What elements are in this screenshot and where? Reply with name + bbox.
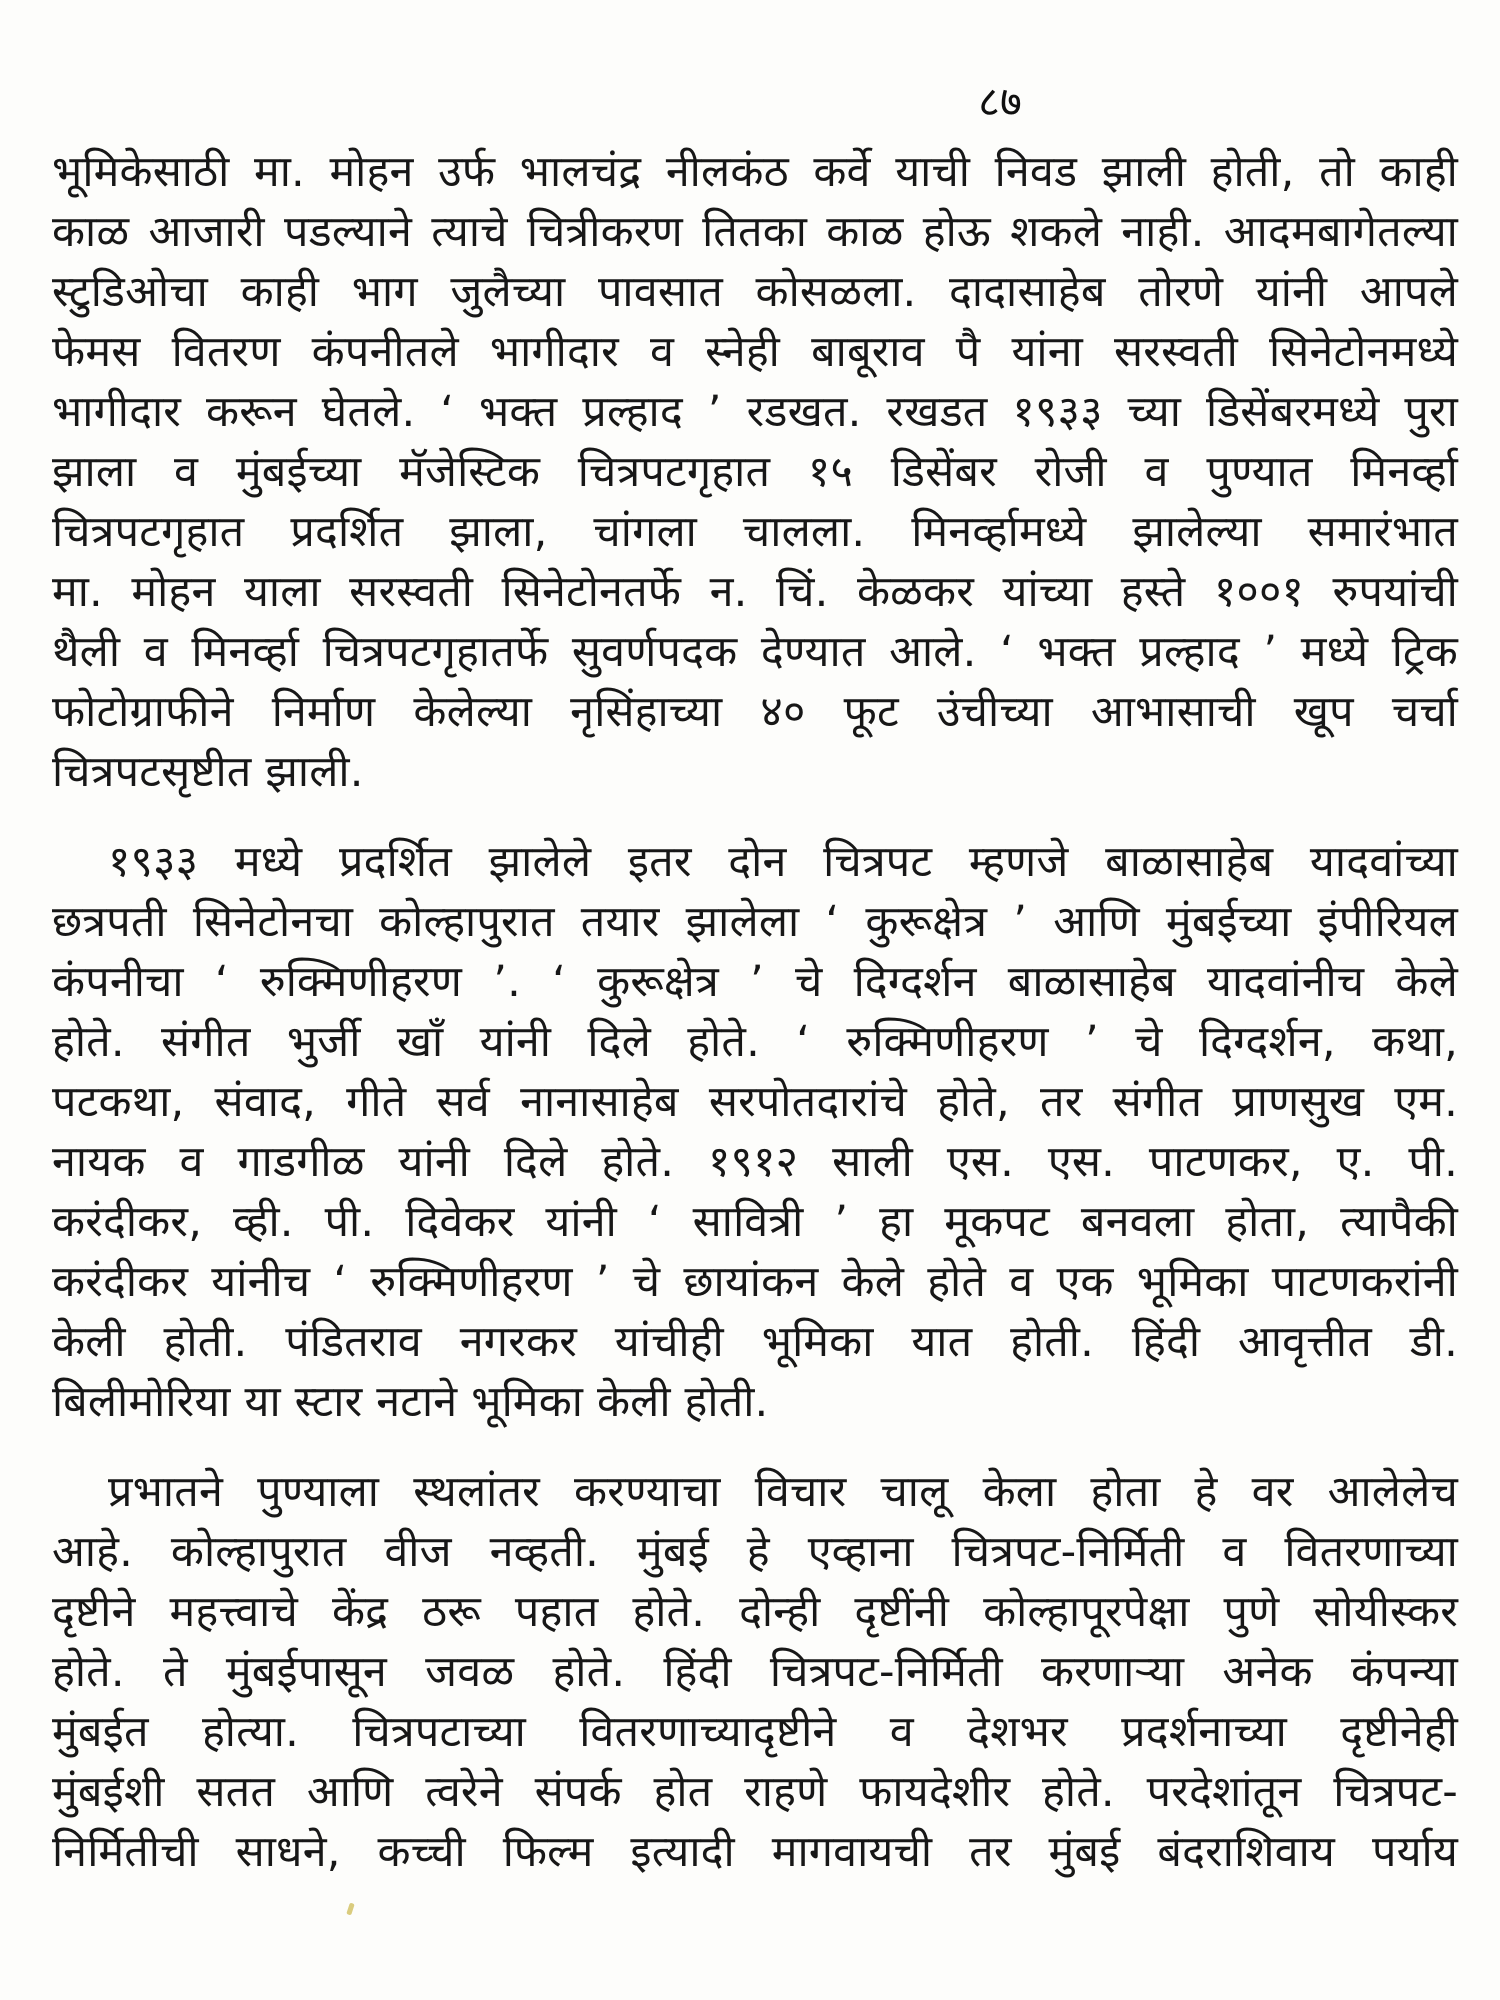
text-line: मा. मोहन याला सरस्वती सिनेटोनतर्फे न. चिं. केळकर यांच्या हस्ते १००१ रुपयांची bbox=[52, 567, 1458, 617]
text-line: चित्रपटसृष्टीत झाली. bbox=[52, 747, 364, 797]
text-line: मुंबईत होत्या. चित्रपटाच्या वितरणाच्यादृष्टीने व देशभर प्रदर्शनाच्या दृष्टीनेही bbox=[52, 1707, 1458, 1757]
text-line: होते. संगीत भुर्जी खाँ यांनी दिले होते. ‘ रुक्मिणीहरण ’ चे दिग्दर्शन, कथा, bbox=[52, 1017, 1458, 1067]
text-line: १९३३ मध्ये प्रदर्शित झालेले इतर दोन चित्रपट म्हणजे बाळासाहेब यादवांच्या bbox=[108, 837, 1458, 887]
text-line: भागीदार करून घेतले. ‘ भक्त प्रल्हाद ’ रडखत. रखडत १९३३ च्या डिसेंबरमध्ये पुरा bbox=[52, 387, 1458, 437]
text-line: काळ आजारी पडल्याने त्याचे चित्रीकरण तितका काळ होऊ शकले नाही. आदमबागेतल्या bbox=[52, 207, 1458, 257]
text-line: बिलीमोरिया या स्टार नटाने भूमिका केली होती. bbox=[52, 1377, 769, 1427]
text-line: होते. ते मुंबईपासून जवळ होते. हिंदी चित्रपट-निर्मिती करणाऱ्या अनेक कंपन्या bbox=[52, 1647, 1458, 1697]
text-line: आहे. कोल्हापुरात वीज नव्हती. मुंबई हे एव्हाना चित्रपट-निर्मिती व वितरणाच्या bbox=[52, 1527, 1458, 1577]
text-line: दृष्टीने महत्त्वाचे केंद्र ठरू पहात होते. दोन्ही दृष्टींनी कोल्हापूरपेक्षा पुणे सोयीस्कर bbox=[52, 1587, 1458, 1637]
text-line: फेमस वितरण कंपनीतले भागीदार व स्नेही बाबूराव पै यांना सरस्वती सिनेटोनमध्ये bbox=[52, 327, 1458, 377]
text-line: केली होती. पंडितराव नगरकर यांचीही भूमिका यात होती. हिंदी आवृत्तीत डी. bbox=[52, 1317, 1458, 1367]
text-line: फोटोग्राफीने निर्माण केलेल्या नृसिंहाच्या ४० फूट उंचीच्या आभासाची खूप चर्चा bbox=[52, 687, 1458, 737]
text-line: चित्रपटगृहात प्रदर्शित झाला, चांगला चालला. मिनर्व्हामध्ये झालेल्या समारंभात bbox=[52, 507, 1458, 557]
text-line: प्रभातने पुण्याला स्थलांतर करण्याचा विचार चालू केला होता हे वर आलेलेच bbox=[108, 1467, 1458, 1517]
text-line: झाला व मुंबईच्या मॅजेस्टिक चित्रपटगृहात १५ डिसेंबर रोजी व पुण्यात मिनर्व्हा bbox=[52, 447, 1458, 497]
page-number: ८७ bbox=[978, 77, 1022, 126]
text-line: कंपनीचा ‘ रुक्मिणीहरण ’. ‘ कुरूक्षेत्र ’ चे दिग्दर्शन बाळासाहेब यादवांनीच केले bbox=[52, 957, 1458, 1007]
paragraph bbox=[52, 1462, 1458, 1882]
paragraph bbox=[52, 832, 1458, 1432]
text-block bbox=[52, 142, 1458, 1882]
text-line: नायक व गाडगीळ यांनी दिले होते. १९१२ साली एस. एस. पाटणकर, ए. पी. bbox=[52, 1137, 1458, 1187]
text-line: करंदीकर यांनीच ‘ रुक्मिणीहरण ’ चे छायांकन केले होते व एक भूमिका पाटणकरांनी bbox=[52, 1257, 1458, 1307]
text-line: भूमिकेसाठी मा. मोहन उर्फ भालचंद्र नीलकंठ कर्वे याची निवड झाली होती, तो काही bbox=[52, 147, 1458, 197]
paragraph bbox=[52, 142, 1458, 802]
text-line: मुंबईशी सतत आणि त्वरेने संपर्क होत राहणे फायदेशीर होते. परदेशांतून चित्रपट- bbox=[52, 1767, 1458, 1817]
text-line: करंदीकर, व्ही. पी. दिवेकर यांनी ‘ सावित्री ’ हा मूकपट बनवला होता, त्यापैकी bbox=[52, 1197, 1458, 1247]
text-line: छत्रपती सिनेटोनचा कोल्हापुरात तयार झालेला ‘ कुरूक्षेत्र ’ आणि मुंबईच्या इंपीरियल bbox=[52, 897, 1458, 947]
text-line: स्टुडिओचा काही भाग जुलैच्या पावसात कोसळला. दादासाहेब तोरणे यांनी आपले bbox=[52, 267, 1458, 317]
text-line: पटकथा, संवाद, गीते सर्व नानासाहेब सरपोतदारांचे होते, तर संगीत प्राणसुख एम. bbox=[52, 1077, 1458, 1127]
scan-artifact bbox=[346, 1903, 354, 1916]
text-line: थैली व मिनर्व्हा चित्रपटगृहातर्फे सुवर्णपदक देण्यात आले. ‘ भक्त प्रल्हाद ’ मध्ये ट्रिक bbox=[52, 627, 1458, 677]
text-line: निर्मितीची साधने, कच्ची फिल्म इत्यादी मागवायची तर मुंबई बंदराशिवाय पर्याय bbox=[52, 1827, 1458, 1877]
